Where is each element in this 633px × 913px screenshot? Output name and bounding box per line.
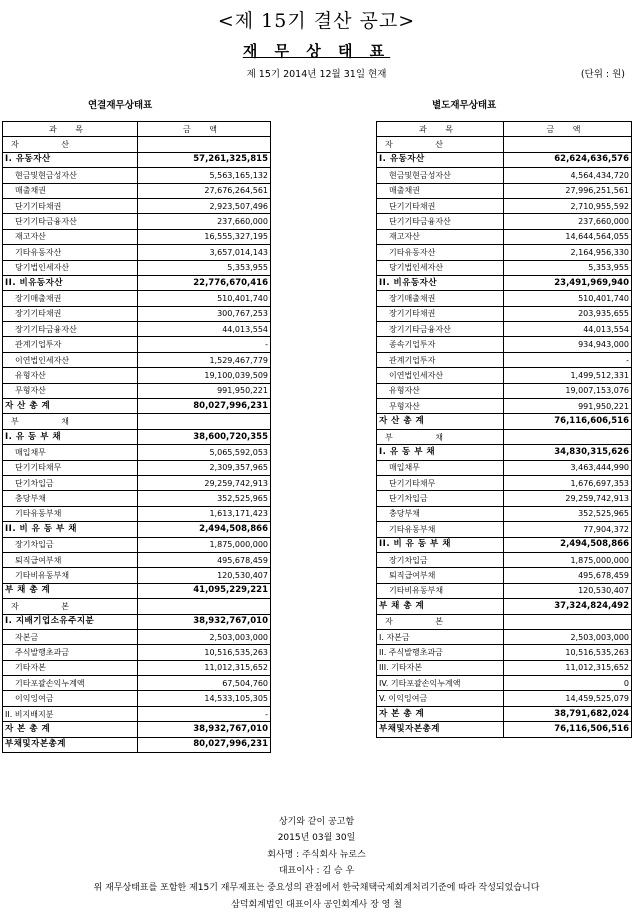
- consolidated-row-amount: -: [138, 706, 271, 721]
- consolidated-row-label: 부 채 총 계: [3, 583, 138, 598]
- separate-row-label: 장기매출채권: [377, 291, 504, 306]
- consolidated-row: [3, 337, 271, 352]
- consolidated-row: [3, 183, 271, 198]
- separate-row-label: 퇴직급여부채: [377, 568, 504, 583]
- consolidated-row: [3, 383, 271, 398]
- footer-auditor: 삼덕회계법인 대표이사 공인회계사 장 영 철: [231, 900, 402, 910]
- separate-row-amount: 76,116,606,516: [504, 414, 632, 429]
- consolidated-row-amount: 5,353,955: [138, 260, 271, 275]
- separate-row: [377, 552, 632, 567]
- separate-col-subject: 과 목: [377, 122, 504, 137]
- consolidated-row-label: 장기차입금: [3, 537, 138, 552]
- separate-row-amount: 10,516,535,263: [504, 645, 632, 660]
- consolidated-row-amount: 1,875,000,000: [138, 537, 271, 552]
- consolidated-row-amount: 2,309,357,965: [138, 460, 271, 475]
- separate-row-label: 자 산 총 계: [377, 414, 504, 429]
- separate-row: [377, 460, 632, 475]
- consolidated-row: [3, 491, 271, 506]
- separate-row: [377, 660, 632, 675]
- separate-row: [377, 445, 632, 460]
- unit-label: (단위 : 원): [580, 69, 625, 80]
- separate-row: [377, 506, 632, 521]
- separate-row: [377, 306, 632, 321]
- consolidated-row-amount: 237,660,000: [138, 214, 271, 229]
- separate-row-label: II. 비 유 동 부 채: [377, 537, 504, 552]
- separate-row-amount: 11,012,315,652: [504, 660, 632, 675]
- consolidated-row-label: 이연법인세자산: [3, 352, 138, 367]
- separate-row-amount: 991,950,221: [504, 399, 632, 414]
- separate-row: [377, 629, 632, 644]
- separate-row-amount: 203,935,655: [504, 306, 632, 321]
- consolidated-row: [3, 306, 271, 321]
- separate-row-amount: 29,259,742,913: [504, 491, 632, 506]
- separate-row: [377, 614, 632, 629]
- separate-row-amount: 34,830,315,626: [504, 445, 632, 460]
- separate-row: [377, 583, 632, 598]
- consolidated-row: [3, 599, 271, 614]
- separate-row-label: 무형자산: [377, 399, 504, 414]
- consolidated-row-label: I. 유동자산: [3, 152, 138, 167]
- consolidated-row-amount: 16,555,327,195: [138, 229, 271, 244]
- separate-row-label: 장기차입금: [377, 552, 504, 567]
- consolidated-row-label: 이익잉여금: [3, 691, 138, 706]
- consolidated-row-amount: 495,678,459: [138, 552, 271, 567]
- consolidated-row: [3, 368, 271, 383]
- separate-row-amount: 14,459,525,079: [504, 691, 632, 706]
- consolidated-header-row: [3, 122, 271, 137]
- separate-row: [377, 691, 632, 706]
- separate-row: [377, 645, 632, 660]
- separate-row-amount: 4,564,434,720: [504, 168, 632, 183]
- consolidated-row: [3, 475, 271, 490]
- separate-row: [377, 537, 632, 552]
- separate-heading: 별도재무상태표: [432, 100, 497, 111]
- consolidated-row: [3, 291, 271, 306]
- consolidated-row-amount: 19,100,039,509: [138, 368, 271, 383]
- consolidated-row: [3, 399, 271, 414]
- consolidated-row: [3, 275, 271, 290]
- separate-row-amount: [504, 429, 632, 444]
- separate-row-label: 이연법인세자산: [377, 368, 504, 383]
- consolidated-row-amount: 300,767,253: [138, 306, 271, 321]
- consolidated-row: [3, 460, 271, 475]
- consolidated-row-label: 현금및현금성자산: [3, 168, 138, 183]
- separate-row-label: 단기기타금융자산: [377, 214, 504, 229]
- separate-col-amount: 금 액: [504, 122, 632, 137]
- separate-row: [377, 414, 632, 429]
- consolidated-row-label: 단기기타채무: [3, 460, 138, 475]
- separate-row-label: 단기차입금: [377, 491, 504, 506]
- consolidated-row-label: 자 본 총 계: [3, 722, 138, 737]
- separate-header-row: [377, 122, 632, 137]
- consolidated-row-label: 기타포괄손익누계액: [3, 676, 138, 691]
- separate-row: [377, 322, 632, 337]
- separate-row-amount: 38,791,682,024: [504, 706, 632, 721]
- footer-ceo: 대표이사 : 김 승 우: [278, 866, 355, 876]
- separate-row-label: II. 주식발행초과금: [377, 645, 504, 660]
- separate-row-label: I. 유 동 부 채: [377, 445, 504, 460]
- separate-row: [377, 168, 632, 183]
- separate-row-amount: 2,503,003,000: [504, 629, 632, 644]
- consolidated-row-amount: [138, 137, 271, 152]
- separate-row: [377, 291, 632, 306]
- footer-date: 2015년 03월 30일: [277, 833, 356, 843]
- consolidated-col-subject: 과 목: [3, 122, 138, 137]
- separate-row: [377, 198, 632, 213]
- separate-row-amount: 352,525,965: [504, 506, 632, 521]
- consolidated-row-label: 매출채권: [3, 183, 138, 198]
- separate-row: [377, 491, 632, 506]
- consolidated-row: [3, 722, 271, 737]
- consolidated-col-amount: 금 액: [138, 122, 271, 137]
- consolidated-row-label: II. 비유동자산: [3, 275, 138, 290]
- footer-notice: 상기와 같이 공고함: [278, 817, 355, 827]
- separate-row-label: 매출채권: [377, 183, 504, 198]
- separate-row-amount: 14,644,564,055: [504, 229, 632, 244]
- separate-row-amount: [504, 614, 632, 629]
- consolidated-row-label: 부채및자본총계: [3, 737, 138, 752]
- notice-title: <제 15기 결산 공고>: [217, 10, 416, 32]
- consolidated-row-amount: 2,494,508,866: [138, 522, 271, 537]
- consolidated-row-label: II. 비지배지분: [3, 706, 138, 721]
- separate-row: [377, 475, 632, 490]
- separate-row: [377, 522, 632, 537]
- separate-row: [377, 137, 632, 152]
- consolidated-row-label: 자본금: [3, 629, 138, 644]
- consolidated-row-amount: 11,012,315,652: [138, 660, 271, 675]
- consolidated-row-label: 퇴직급여부채: [3, 552, 138, 567]
- separate-row-label: 부 채: [377, 429, 504, 444]
- separate-row-label: 장기기타금융자산: [377, 322, 504, 337]
- consolidated-row-amount: 10,516,535,263: [138, 645, 271, 660]
- consolidated-row-amount: 27,676,264,561: [138, 183, 271, 198]
- consolidated-row-amount: 44,013,554: [138, 322, 271, 337]
- consolidated-row-label: 장기기타금융자산: [3, 322, 138, 337]
- separate-row: [377, 722, 632, 737]
- consolidated-row-label: 자 산: [3, 137, 138, 152]
- consolidated-row-label: 유형자산: [3, 368, 138, 383]
- consolidated-row: [3, 229, 271, 244]
- separate-row-amount: -: [504, 352, 632, 367]
- consolidated-row: [3, 214, 271, 229]
- consolidated-row: [3, 414, 271, 429]
- separate-row-label: 기타유동부채: [377, 522, 504, 537]
- consolidated-row-label: 재고자산: [3, 229, 138, 244]
- consolidated-table: [2, 121, 271, 753]
- separate-row-amount: 934,943,000: [504, 337, 632, 352]
- separate-row-label: 장기기타채권: [377, 306, 504, 321]
- separate-row-label: 관계기업투자: [377, 352, 504, 367]
- consolidated-row-label: 기타유동자산: [3, 245, 138, 260]
- separate-row-label: 종속기업투자: [377, 337, 504, 352]
- consolidated-row-label: 매입채무: [3, 445, 138, 460]
- separate-row-label: 단기기타채무: [377, 475, 504, 490]
- separate-row: [377, 152, 632, 167]
- separate-row: [377, 568, 632, 583]
- consolidated-row: [3, 245, 271, 260]
- consolidated-row: [3, 676, 271, 691]
- consolidated-row: [3, 614, 271, 629]
- consolidated-row-label: 단기기타금융자산: [3, 214, 138, 229]
- consolidated-row-label: 당기법인세자산: [3, 260, 138, 275]
- statement-date: 제 15기 2014년 12월 31일 현재: [246, 69, 387, 80]
- separate-row-amount: 37,324,824,492: [504, 599, 632, 614]
- separate-row-label: I. 유동자산: [377, 152, 504, 167]
- consolidated-row: [3, 152, 271, 167]
- separate-row-amount: 237,660,000: [504, 214, 632, 229]
- separate-table: [376, 121, 632, 738]
- separate-row-label: I. 자본금: [377, 629, 504, 644]
- separate-row: [377, 599, 632, 614]
- consolidated-row-amount: 38,932,767,010: [138, 722, 271, 737]
- separate-row-amount: 1,676,697,353: [504, 475, 632, 490]
- consolidated-row-amount: 38,932,767,010: [138, 614, 271, 629]
- consolidated-row-label: 기타유동부채: [3, 506, 138, 521]
- separate-row-label: IV. 기타포괄손익누계액: [377, 676, 504, 691]
- separate-row-amount: 62,624,636,576: [504, 152, 632, 167]
- consolidated-row: [3, 429, 271, 444]
- separate-row: [377, 429, 632, 444]
- separate-row-amount: 44,013,554: [504, 322, 632, 337]
- separate-row: [377, 229, 632, 244]
- separate-row: [377, 706, 632, 721]
- separate-row-label: 자 본 총 계: [377, 706, 504, 721]
- separate-row-amount: [504, 137, 632, 152]
- consolidated-row-label: 관계기업투자: [3, 337, 138, 352]
- consolidated-row-label: 충당부채: [3, 491, 138, 506]
- consolidated-row-amount: 2,503,003,000: [138, 629, 271, 644]
- consolidated-heading: 연결재무상태표: [88, 100, 153, 111]
- separate-row-amount: 2,494,508,866: [504, 537, 632, 552]
- consolidated-row-amount: 1,529,467,779: [138, 352, 271, 367]
- separate-row-label: 충당부채: [377, 506, 504, 521]
- consolidated-row-amount: 41,095,229,221: [138, 583, 271, 598]
- consolidated-row-label: 기타비유동부채: [3, 568, 138, 583]
- consolidated-row-amount: [138, 599, 271, 614]
- separate-row-amount: 1,499,512,331: [504, 368, 632, 383]
- separate-row-label: 유형자산: [377, 383, 504, 398]
- consolidated-row: [3, 352, 271, 367]
- consolidated-row-amount: [138, 414, 271, 429]
- separate-row: [377, 676, 632, 691]
- consolidated-row-amount: 22,776,670,416: [138, 275, 271, 290]
- consolidated-row-amount: 2,923,507,496: [138, 198, 271, 213]
- consolidated-row: [3, 506, 271, 521]
- separate-row: [377, 399, 632, 414]
- separate-row: [377, 352, 632, 367]
- separate-row: [377, 368, 632, 383]
- consolidated-row-label: 장기매출채권: [3, 291, 138, 306]
- consolidated-row-amount: 29,259,742,913: [138, 475, 271, 490]
- consolidated-row: [3, 706, 271, 721]
- consolidated-row-amount: 5,563,165,132: [138, 168, 271, 183]
- consolidated-row-label: II. 비 유 동 부 채: [3, 522, 138, 537]
- separate-row-amount: 0: [504, 676, 632, 691]
- separate-row-amount: 510,401,740: [504, 291, 632, 306]
- separate-row: [377, 383, 632, 398]
- separate-row-label: 단기기타채권: [377, 198, 504, 213]
- separate-row-label: V. 이익잉여금: [377, 691, 504, 706]
- consolidated-row-amount: 120,530,407: [138, 568, 271, 583]
- consolidated-row: [3, 583, 271, 598]
- separate-row-amount: 1,875,000,000: [504, 552, 632, 567]
- separate-row-amount: 76,116,506,516: [504, 722, 632, 737]
- separate-row: [377, 260, 632, 275]
- consolidated-row-label: 부 채: [3, 414, 138, 429]
- consolidated-row: [3, 137, 271, 152]
- separate-row-label: III. 기타자본: [377, 660, 504, 675]
- consolidated-row: [3, 737, 271, 752]
- separate-row-label: 부 채 총 계: [377, 599, 504, 614]
- statement-title-text: 재 무 상 태 표: [242, 42, 391, 60]
- consolidated-row-amount: -: [138, 337, 271, 352]
- consolidated-row-amount: 80,027,996,231: [138, 737, 271, 752]
- separate-row-label: 재고자산: [377, 229, 504, 244]
- separate-row-label: 자 본: [377, 614, 504, 629]
- consolidated-row-amount: 1,613,171,423: [138, 506, 271, 521]
- consolidated-row: [3, 645, 271, 660]
- consolidated-row-amount: 352,525,965: [138, 491, 271, 506]
- statement-title: [0, 40, 633, 61]
- separate-row: [377, 183, 632, 198]
- separate-row: [377, 337, 632, 352]
- separate-row-amount: 5,353,955: [504, 260, 632, 275]
- consolidated-row: [3, 537, 271, 552]
- footer-audit-statement: 위 재무상태표를 포함한 제15기 재무제표는 중요성의 관점에서 한국채택국제회계처리기준에 따라 작성되었습니다: [93, 883, 540, 893]
- consolidated-row-amount: 991,950,221: [138, 383, 271, 398]
- consolidated-row-amount: 80,027,996,231: [138, 399, 271, 414]
- separate-row-label: 당기법인세자산: [377, 260, 504, 275]
- separate-row-label: 기타비유동부채: [377, 583, 504, 598]
- consolidated-row-label: 기타자본: [3, 660, 138, 675]
- consolidated-row: [3, 629, 271, 644]
- consolidated-row: [3, 198, 271, 213]
- consolidated-row: [3, 445, 271, 460]
- consolidated-row-label: 자 산 총 계: [3, 399, 138, 414]
- consolidated-row-amount: 38,600,720,355: [138, 429, 271, 444]
- consolidated-row: [3, 260, 271, 275]
- separate-row: [377, 275, 632, 290]
- separate-row-amount: 2,710,955,592: [504, 198, 632, 213]
- consolidated-row-amount: 510,401,740: [138, 291, 271, 306]
- separate-row-label: 자 산: [377, 137, 504, 152]
- consolidated-row: [3, 691, 271, 706]
- consolidated-row-amount: 14,533,105,305: [138, 691, 271, 706]
- consolidated-row: [3, 522, 271, 537]
- separate-row-label: 부채및자본총계: [377, 722, 504, 737]
- separate-row-amount: 120,530,407: [504, 583, 632, 598]
- separate-row: [377, 214, 632, 229]
- consolidated-row: [3, 660, 271, 675]
- consolidated-row: [3, 322, 271, 337]
- consolidated-row-amount: 5,065,592,053: [138, 445, 271, 460]
- footer-company: 회사명 : 주식회사 뉴로스: [267, 850, 366, 860]
- separate-row-label: 매입채무: [377, 460, 504, 475]
- separate-row-amount: 19,007,153,076: [504, 383, 632, 398]
- consolidated-row-amount: 57,261,325,815: [138, 152, 271, 167]
- consolidated-row-label: I. 지배기업소유주지분: [3, 614, 138, 629]
- separate-row-amount: 2,164,956,330: [504, 245, 632, 260]
- separate-row-label: 기타유동자산: [377, 245, 504, 260]
- consolidated-row-amount: 67,504,760: [138, 676, 271, 691]
- consolidated-row: [3, 168, 271, 183]
- consolidated-row-label: 단기차입금: [3, 475, 138, 490]
- consolidated-row: [3, 552, 271, 567]
- consolidated-row-amount: 3,657,014,143: [138, 245, 271, 260]
- separate-row-amount: 495,678,459: [504, 568, 632, 583]
- consolidated-row-label: I. 유 동 부 채: [3, 429, 138, 444]
- consolidated-row-label: 무형자산: [3, 383, 138, 398]
- consolidated-row-label: 주식발행초과금: [3, 645, 138, 660]
- consolidated-row-label: 단기기타채권: [3, 198, 138, 213]
- separate-row-label: 현금및현금성자산: [377, 168, 504, 183]
- separate-row-label: II. 비유동자산: [377, 275, 504, 290]
- separate-row-amount: 77,904,372: [504, 522, 632, 537]
- consolidated-row: [3, 568, 271, 583]
- consolidated-row-label: 자 본: [3, 599, 138, 614]
- separate-row: [377, 245, 632, 260]
- separate-row-amount: 27,996,251,561: [504, 183, 632, 198]
- separate-row-amount: 23,491,969,940: [504, 275, 632, 290]
- separate-row-amount: 3,463,444,990: [504, 460, 632, 475]
- consolidated-row-label: 장기기타채권: [3, 306, 138, 321]
